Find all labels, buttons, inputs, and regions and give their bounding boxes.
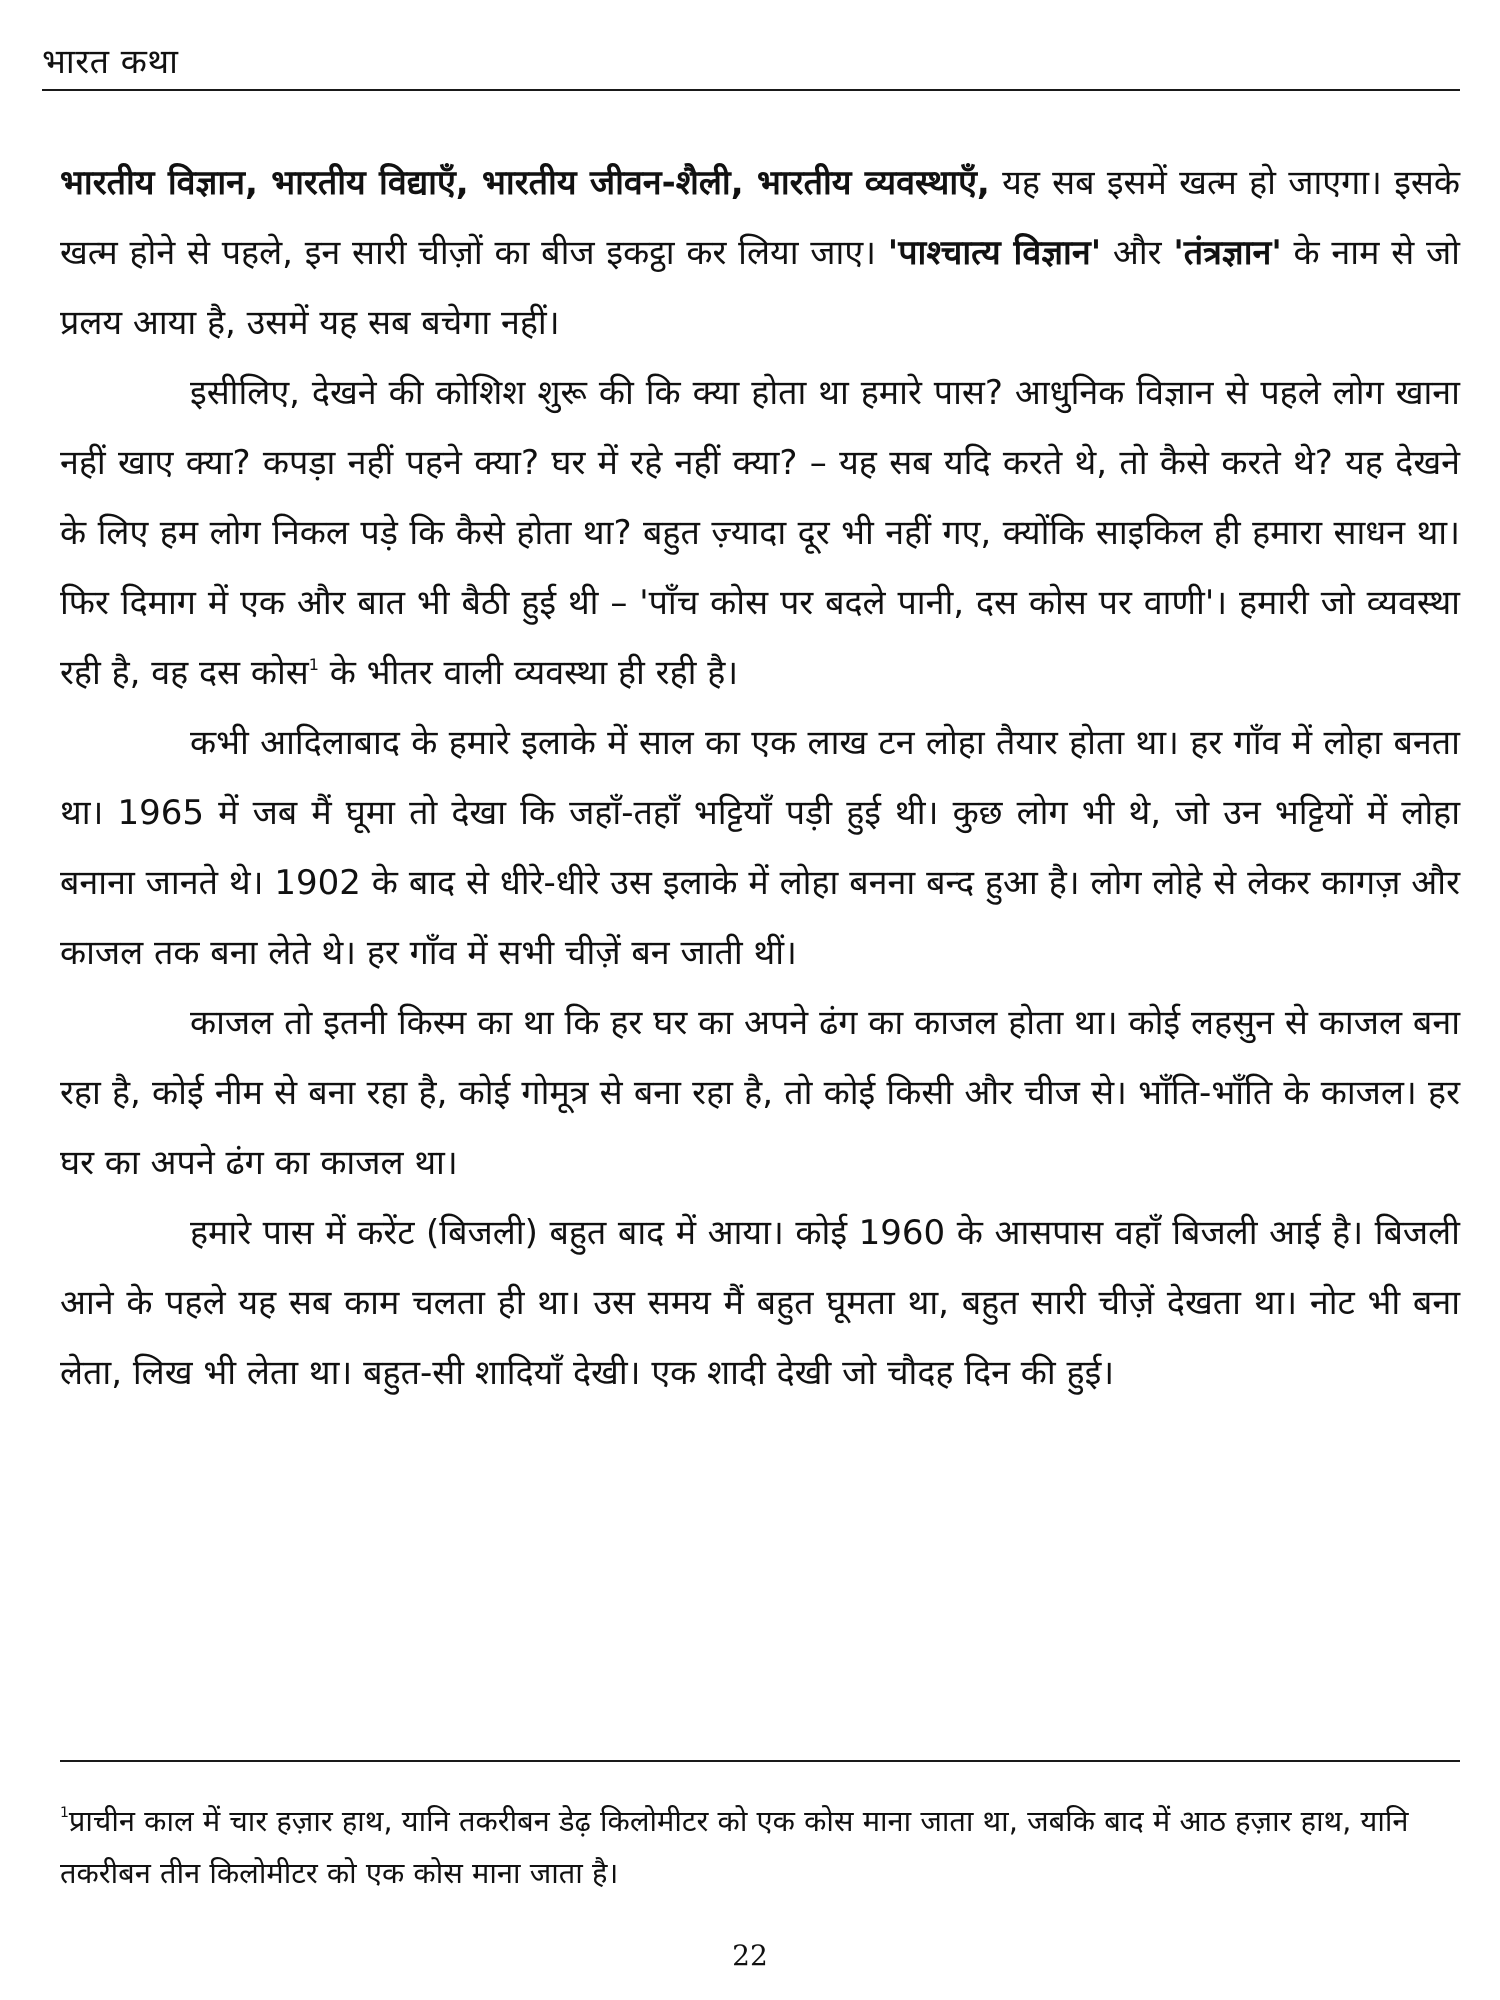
bold-intro-phrase: भारतीय विज्ञान, भारतीय विद्याएँ, भारतीय जीवन-शैली, भारतीय व्यवस्थाएँ,	[60, 163, 990, 203]
paragraph-2-text-a: इसीलिए, देखने की कोशिश शुरू की कि क्या होता था हमारे पास? आधुनिक विज्ञान से पहले लोग खाना नहीं खाए क्या? कपड़ा नहीं पहने क्या? घर में रहे नहीं क्या? – यह सब यदि करते थे, तो कैसे करते थे? यह देखने के लिए हम लोग निकल पड़े कि कैसे होता था? बहुत ज़्यादा दूर भी नहीं गए, क्योंकि साइकिल ही हमारा साधन था। फिर दिमाग में एक और बात भी बैठी हुई थी – 'पाँच कोस पर बदले पानी, दस कोस पर वाणी'। हमारी जो व्यवस्था रही है, वह दस कोस	[60, 373, 1460, 693]
paragraph-1-text-a: यह सब इसमें खत्म हो जाएगा। इसके खत्म होने से पहले, इन सारी चीज़ों का बीज इकट्ठा कर लिया जाए।	[60, 163, 1460, 273]
footnote-reference[interactable]: 1	[308, 655, 319, 674]
paragraph-1-text-b: और	[1101, 233, 1174, 273]
body-text	[60, 148, 1460, 1408]
bold-term-technology: 'तंत्रज्ञान'	[1173, 233, 1282, 273]
paragraph-3: कभी आदिलाबाद के हमारे इलाके में साल का एक लाख टन लोहा तैयार होता था। हर गाँव में लोहा बनता था। 1965 में जब मैं घूमा तो देखा कि जहाँ-तहाँ भट्टियाँ पड़ी हुई थी। कुछ लोग भी थे, जो उन भट्टियों में लोहा बनाना जानते थे। 1902 के बाद से धीरे-धीरे उस इलाके में लोहा बनना बन्द हुआ है। लोग लोहे से लेकर कागज़ और काजल तक बना लेते थे। हर गाँव में सभी चीज़ें बन जाती थीं।	[60, 723, 1460, 973]
footnote-divider	[60, 1760, 1460, 1762]
paragraph-1	[60, 148, 1460, 358]
paragraph-4: काजल तो इतनी किस्म का था कि हर घर का अपने ढंग का काजल होता था। कोई लहसुन से काजल बना रहा है, कोई नीम से बना रहा है, कोई गोमूत्र से बना रहा है, तो कोई किसी और चीज से। भाँति-भाँति के काजल। हर घर का अपने ढंग का काजल था।	[60, 1003, 1460, 1183]
page-number: 22	[732, 1939, 768, 1972]
footnote	[60, 1795, 1460, 1899]
footnote-paragraph	[60, 1795, 1460, 1899]
paragraph-1-text-c: के नाम से जो प्रलय आया है, उसमें यह सब बचेगा नहीं।	[60, 233, 1460, 343]
header-divider	[42, 89, 1460, 91]
paragraph-2-text-b: के भीतर वाली व्यवस्था ही रही है।	[318, 653, 739, 693]
paragraph-2	[60, 358, 1460, 708]
bold-term-western-science: 'पाश्चात्य विज्ञान'	[887, 233, 1102, 273]
footnote-text: प्राचीन काल में चार हज़ार हाथ, यानि तकरीबन डेढ़ किलोमीटर को एक कोस माना जाता था, जबकि बाद में आठ हज़ार हाथ, यानि तकरीबन तीन किलोमीटर को एक कोस माना जाता है।	[60, 1804, 1409, 1890]
footnote-marker: 1	[60, 1805, 69, 1821]
paragraph-5: हमारे पास में करेंट (बिजली) बहुत बाद में आया। कोई 1960 के आसपास वहाँ बिजली आई है। बिजली आने के पहले यह सब काम चलता ही था। उस समय मैं बहुत घूमता था, बहुत सारी चीज़ें देखता था। नोट भी बना लेता, लिख भी लेता था। बहुत-सी शादियाँ देखी। एक शादी देखी जो चौदह दिन की हुई।	[60, 1213, 1460, 1393]
running-header-title: भारत कथा	[42, 42, 179, 82]
